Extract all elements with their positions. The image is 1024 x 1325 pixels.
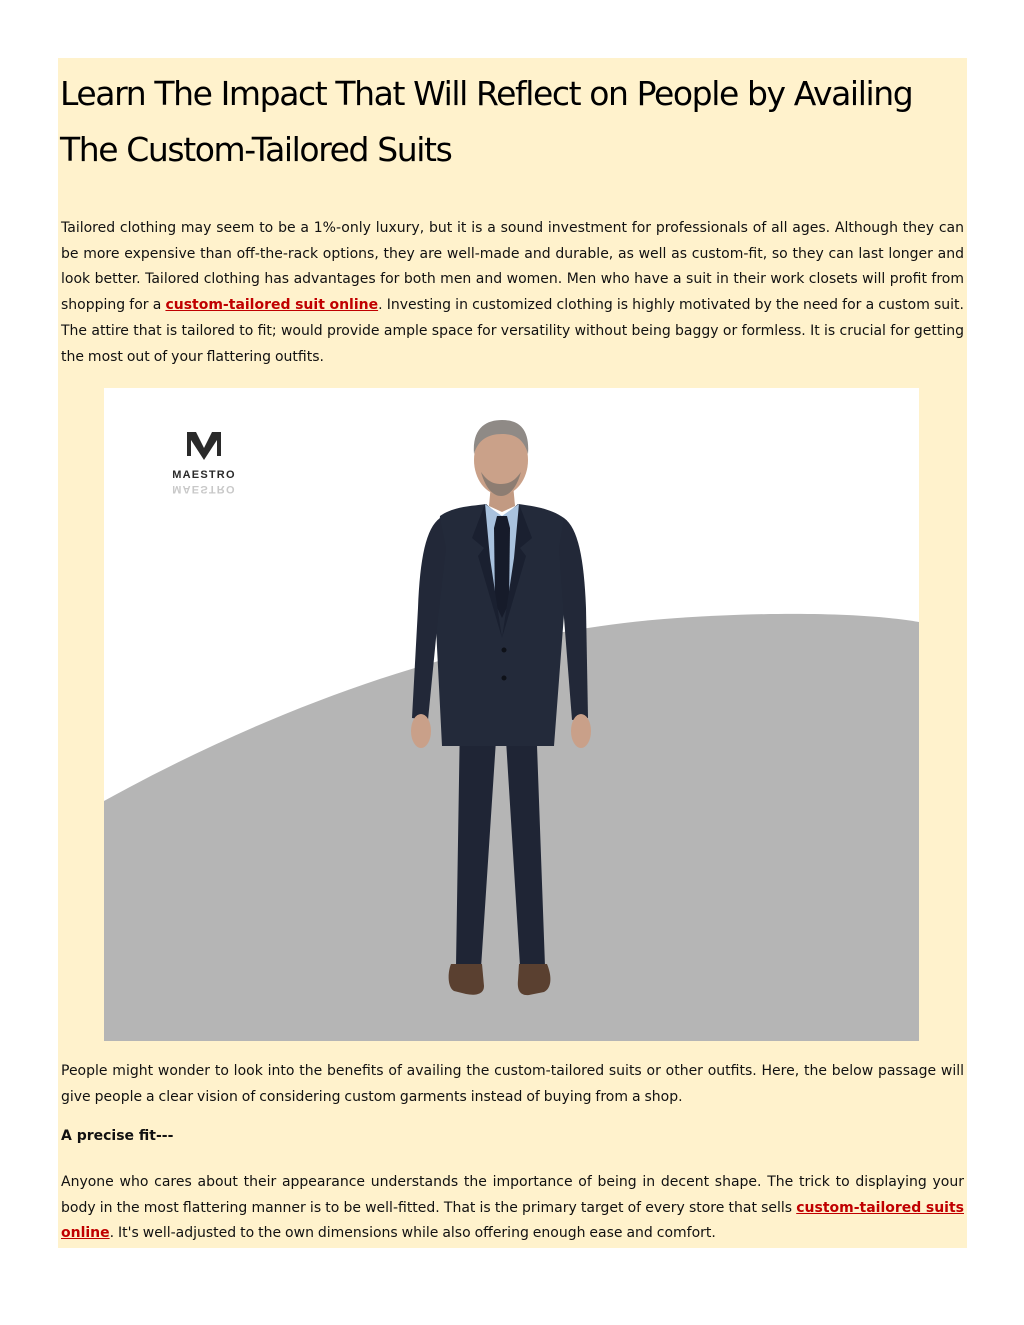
intro-text-start: Tailored clothing may seem to be a 1%-only luxury, but it is a sound investment for professionals of all ages. Although they can be more expensive than off-the-rack options, they are well-made and durable, as well as custom-fit, so they can last longer and look better. Tailored clothing has advantages for both men and women. Men who have a suit in their work closets will profit from shopping for a [61, 220, 964, 314]
logo-wordmark: MAESTRO [172, 469, 236, 481]
custom-tailored-suits-link[interactable]: custom-tailored suits online [61, 1199, 964, 1242]
maestro-logo [172, 432, 235, 495]
document-page [58, 58, 967, 1248]
jacket-button-top [502, 648, 507, 653]
precise-fit-text-start: Anyone who cares about their appearance understands the importance of being in decent shape. The trick to displaying your body in the most flattering manner is to be well-fitted. That is the primary target of every store that sells [61, 1174, 964, 1216]
intro-paragraph [61, 216, 964, 370]
benefits-intro-paragraph: People might wonder to look into the benefits of availing the custom-tailored suits or other outfits. Here, the below passage will give people a clear vision of considering custom garments instead of buying from a shop. [61, 1063, 964, 1105]
suit-model-image [104, 388, 919, 1041]
logo-reflection: MAESTRO [172, 483, 236, 495]
right-shoe [518, 964, 551, 995]
section-heading: A precise fit--- [61, 1128, 174, 1144]
left-hand [411, 714, 431, 748]
maestro-m-icon [187, 432, 221, 460]
model-illustration [104, 388, 919, 1041]
precise-fit-text-end: . It's well-adjusted to the own dimensions while also offering enough ease and comfort. [109, 1225, 716, 1242]
right-hand [571, 714, 591, 748]
jacket-button-bottom [502, 676, 507, 681]
custom-tailored-suit-link[interactable]: custom-tailored suit online [165, 297, 379, 314]
left-shoe [449, 964, 484, 995]
intro-text-end: . Investing in customized clothing is highly motivated by the need for a custom suit. The attire that is tailored to fit; would provide ample space for versatility without being baggy or formless. It is crucial for getting the most out of your flattering outfits. [61, 297, 965, 365]
page-title: Learn The Impact That Will Reflect on People by Availing The Custom-Tailored Suits [60, 74, 913, 169]
precise-fit-paragraph [61, 1170, 964, 1247]
